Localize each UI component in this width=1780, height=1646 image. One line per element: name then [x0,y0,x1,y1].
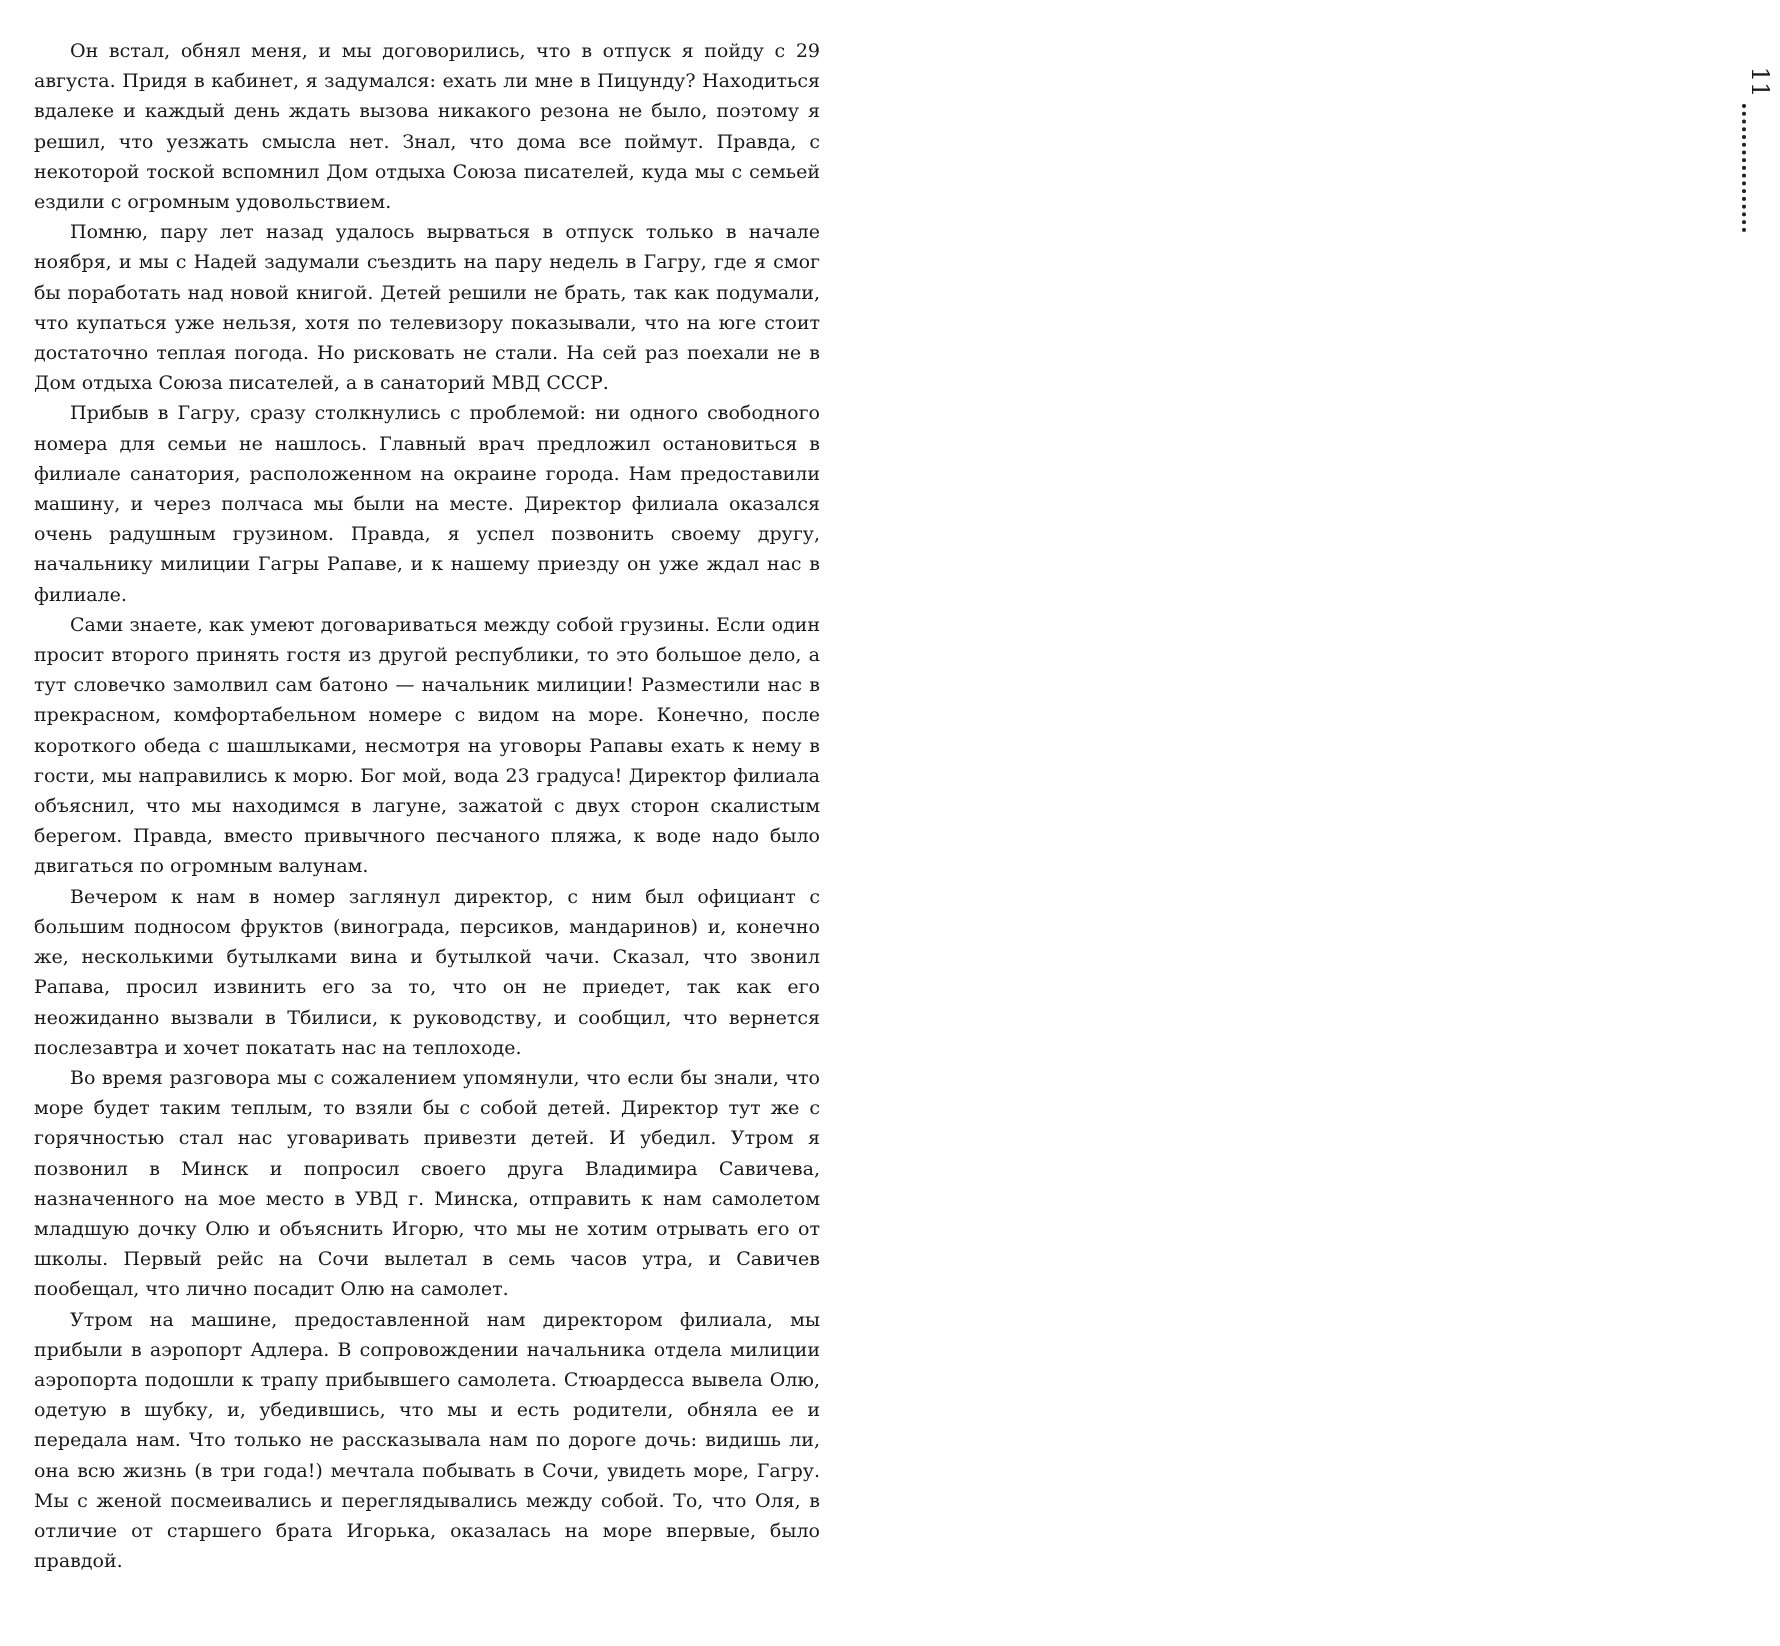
paragraph-5: Вечером к нам в номер заглянул директор, с ним был официант с большим подносом фруктов (винограда, персиков, мандаринов) и, конечно же, несколькими бутылками вина и бутылкой чачи. Сказал, что звонил Рапава, просил извинить его за то, что он не приедет, так как его неожиданно вызвали в Тбилиси, к руководству, и сообщил, что вернется послезавтра и хочет покатать нас на теплоходе. [34,885,820,1059]
dotted-rule-divider [1742,104,1746,232]
body-text [34,36,820,1576]
paragraph-1: Он встал, обнял меня, и мы договорились, что в отпуск я пойду с 29 августа. Придя в кабинет, я задумался: ехать ли мне в Пицунду? Находиться вдалеке и каждый день ждать вызова никакого резона не было, поэтому я решил, что уезжать смысла нет. Знал, что дома все поймут. Правда, с некоторой тоской вспомнил Дом отдыха Союза писателей, куда мы с семьей ездили с огромным удовольствием. [34,40,820,214]
page-number: 11 [1746,66,1774,98]
paragraph-6: Во время разговора мы с сожалением упомянули, что если бы знали, что море будет таким теплым, то взяли бы с собой детей. Директор тут же с горячностью стал нас уговаривать привезти детей. И убедил. Утром я позвонил в Минск и попросил своего друга Владимира Савичева, назначенного на мое место в УВД г. Минска, отправить к нам самолетом младшую дочку Олю и объяснить Игорю, что мы не хотим отрывать его от школы. Первый рейс на Сочи вылетал в семь часов утра, и Савичев пообещал, что лично посадит Олю на самолет. [34,1066,820,1301]
paragraph-4: Сами знаете, как умеют договариваться между собой грузины. Если один просит второго принять гостя из другой республики, то это большое дело, а тут словечко замолвил сам батоно — начальник милиции! Разместили нас в прекрасном, комфортабельном номере с видом на море. Конечно, после короткого обеда с шашлыками, несмотря на уговоры Рапавы ехать к нему в гости, мы направились к морю. Бог мой, вода 23 градуса! Директор филиала объяснил, что мы находимся в лагуне, зажатой с двух сторон скалистым берегом. Правда, вместо привычного песчаного пляжа, к воде надо было двигаться по огромным валунам. [34,613,820,878]
running-head [866,30,1774,210]
paragraph-3: Прибыв в Гагру, сразу столкнулись с проблемой: ни одного свободного номера для семьи не нашлось. Главный врач предложил остановиться в филиале санатория, расположенном на окраине города. Нам предоставили машину, и через полчаса мы были на месте. Директор филиала оказался очень радушным грузином. Правда, я успел позвонить своему другу, начальнику милиции Гагры Рапаве, и к нашему приезду он уже ждал нас в филиале. [34,402,820,606]
paragraph-7: Утром на машине, предоставленной нам директором филиала, мы прибыли в аэропорт Адлера. В сопровождении начальника отдела милиции аэропорта подошли к трапу прибывшего самолета. Стюардесса вывела Олю, одетую в шубку, и, убедившись, что мы и есть родители, обняла ее и передала нам. Что только не рассказывала нам по дороге дочь: видишь ли, она всю жизнь (в три года!) мечтала побывать в Сочи, увидеть море, Гагру. Мы с женой посмеивались и переглядывались между собой. То, что Оля, в отличие от старшего брата Игорька, оказалась на море впервые, было правдой. [34,1308,820,1573]
paragraph-2: Помню, пару лет назад удалось вырваться в отпуск только в начале ноября, и мы с Надей задумали съездить на пару недель в Гагру, где я смог бы поработать над новой книгой. Детей решили не брать, так как подумали, что купаться уже нельзя, хотя по телевизору показывали, что на юге стоит достаточно теплая погода. Но рисковать не стали. На сей раз поехали не в Дом отдыха Союза писателей, а в санаторий МВД СССР. [34,221,820,395]
